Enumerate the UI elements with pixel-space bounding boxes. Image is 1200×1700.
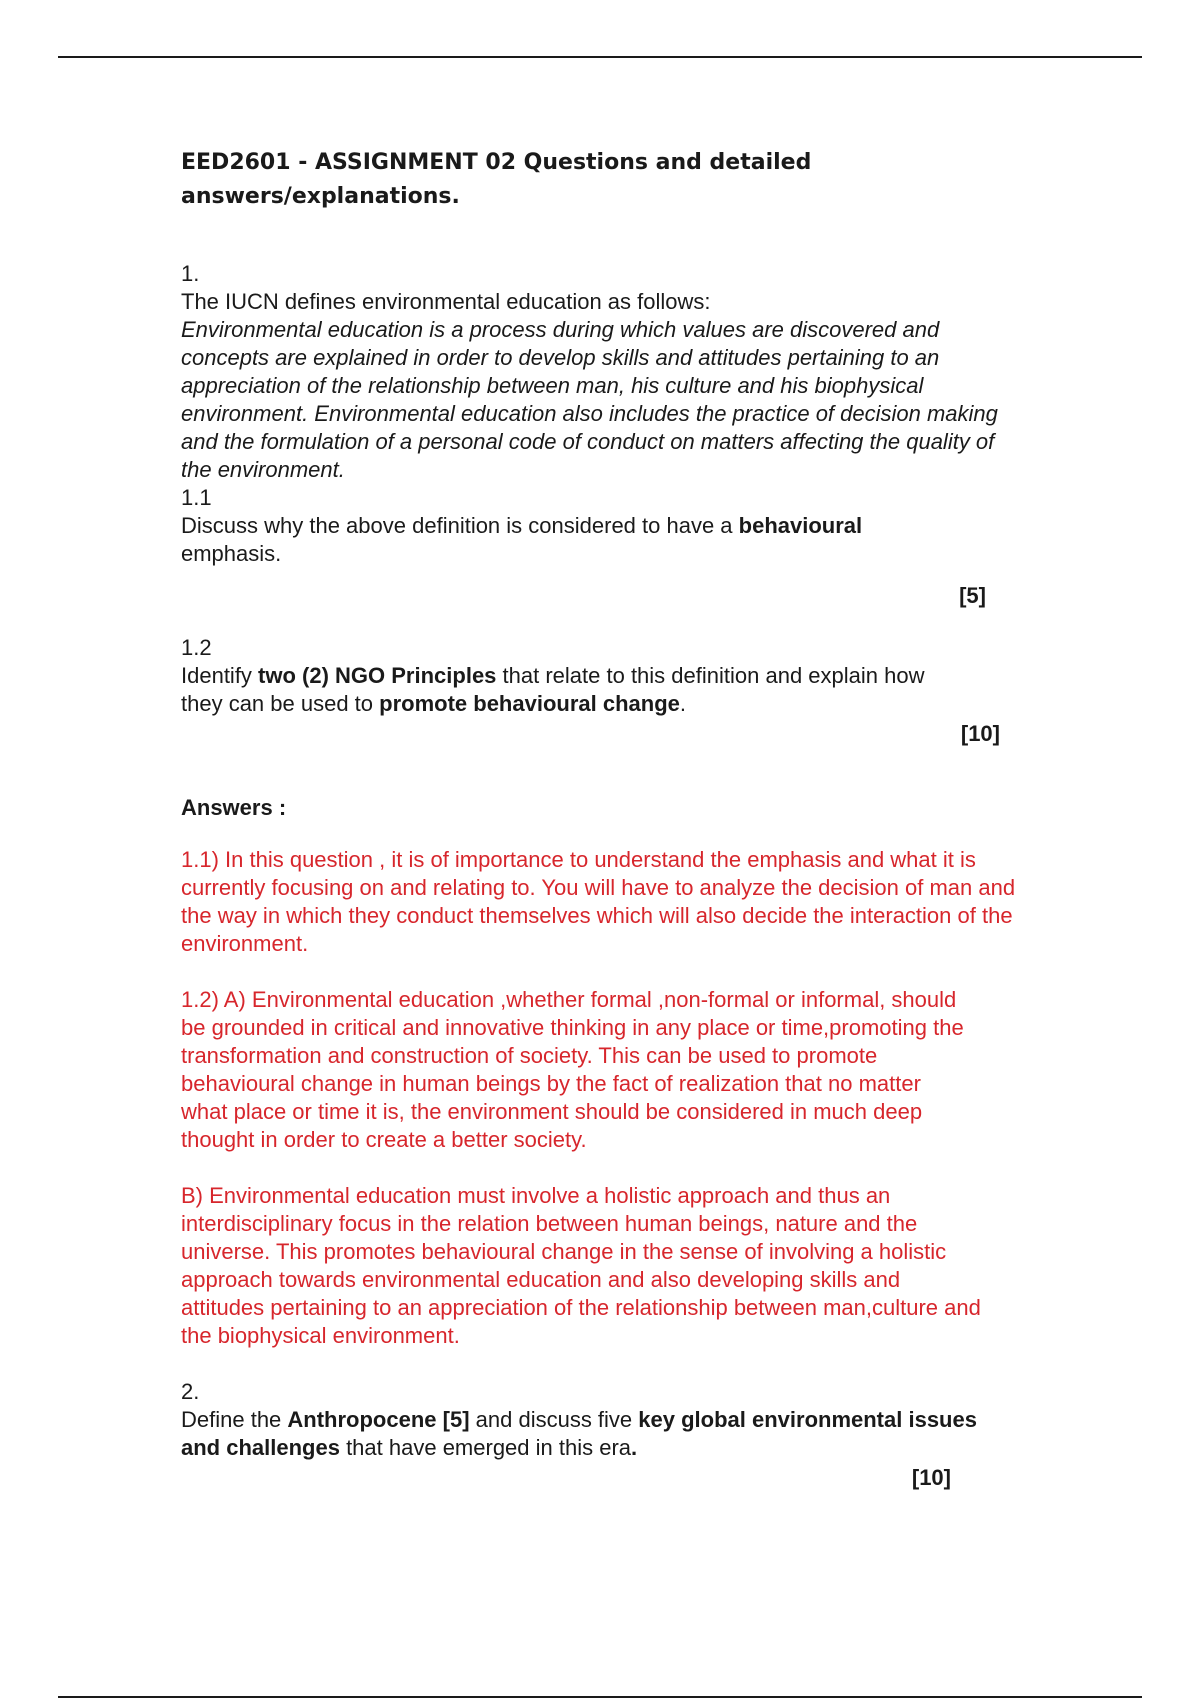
q1-1-text-b: emphasis. — [181, 541, 282, 566]
q1-2-text-b: that relate to this definition and explain how they can be used to — [181, 663, 925, 716]
bottom-rule — [58, 1696, 1142, 1698]
question-2-marks: [10] — [911, 1465, 951, 1490]
q1-2-text-a: Identify — [181, 663, 259, 688]
question-1-intro: The IUCN defines environmental education as follows: — [181, 289, 711, 314]
q1-1-bold: behavioural — [738, 513, 863, 538]
answer-1-2-b: B) Environmental education must involve a holistic approach and thus an interdisciplinary focus in the relation between human beings, nature and the universe. This promotes behavioural change in the sense of involving a holistic approach towards environmental education and also developing skills and attitudes pertaining to an appreciation of the relationship between man,culture and the biophysical environment. — [181, 1183, 981, 1348]
q2-bold-b: key global environmental issues and challenges — [181, 1407, 977, 1460]
q1-1-text-a: Discuss why the above definition is considered to have a — [181, 513, 739, 538]
question-1-2-text — [181, 662, 971, 718]
document-title — [181, 146, 1041, 214]
top-rule — [58, 56, 1142, 58]
q2-text-b: and discuss five — [469, 1407, 639, 1432]
question-2-text — [181, 1406, 1001, 1462]
iucn-definition: Environmental education is a process during which values are discovered and concepts are explained in order to develop skills and attitudes pertaining to an appreciation of the relationship between man, his culture and his biophysical environment. Environmental education also includes the practice of decision making and the formulation of a personal code of conduct on matters affecting the quality of the environment. — [181, 317, 998, 482]
q1-2-text-c: . — [679, 691, 686, 716]
question-1-1-text — [181, 512, 941, 568]
q2-bold-c: . — [631, 1435, 638, 1460]
q2-text-a: Define the — [181, 1407, 288, 1432]
answer-1-1: 1.1) In this question , it is of importance to understand the emphasis and what it is currently focusing on and relating to. You will have to analyze the decision of man and the way in which they conduct themselves which will also decide the interaction of the environment. — [181, 847, 1016, 956]
answers-heading: Answers : — [181, 795, 287, 820]
q2-text-c: that have emerged in this era — [339, 1435, 632, 1460]
q2-bold-a: Anthropocene [5] — [287, 1407, 470, 1432]
question-1-1-marks: [5] — [959, 583, 986, 608]
question-1-2-number: 1.2 — [181, 635, 212, 660]
q1-2-bold-a: two (2) NGO Principles — [258, 663, 497, 688]
title-line-2: answers/explanations. — [181, 184, 460, 209]
title-line-1: EED2601 - ASSIGNMENT 02 Questions and detailed — [181, 150, 812, 175]
q1-2-bold-b: promote behavioural change — [379, 691, 680, 716]
question-2-number: 2. — [181, 1379, 200, 1404]
question-1-1-number: 1.1 — [181, 485, 212, 510]
question-1-2-marks: [10] — [960, 721, 1000, 746]
answer-1-2-a: 1.2) A) Environmental education ,whether formal ,non-formal or informal, should be grounded in critical and innovative thinking in any place or time,promoting the transformation and construction of society. This can be used to promote behavioural change in human beings by the fact of realization that no matter what place or time it is, the environment should be considered in much deep thought in order to create a better society. — [181, 987, 964, 1152]
document-body — [181, 146, 1041, 1492]
question-1-number: 1. — [181, 261, 200, 286]
